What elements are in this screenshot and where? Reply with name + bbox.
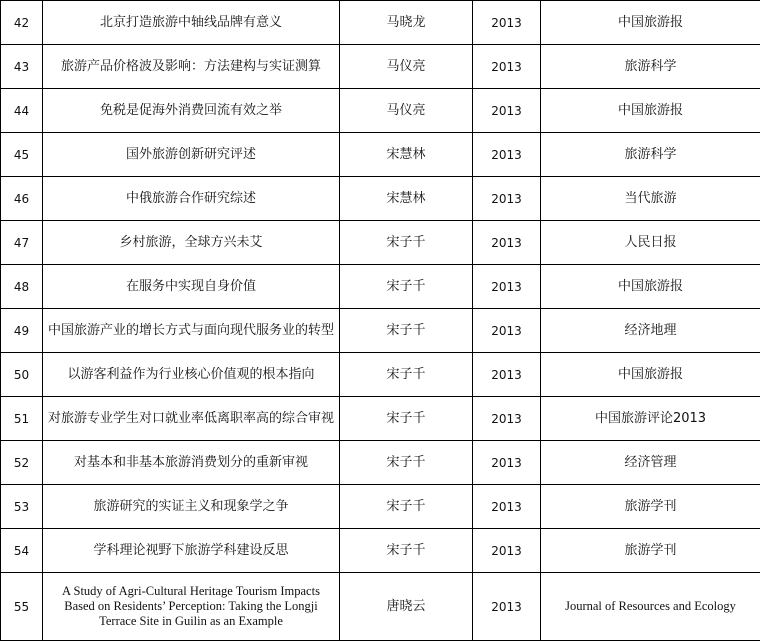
row-number: 51 <box>1 397 43 441</box>
table-row <box>1 89 760 133</box>
table-row <box>1 221 760 265</box>
row-number: 49 <box>1 309 43 353</box>
publication-source: 经济管理 <box>541 441 760 485</box>
publication-source: 旅游学刊 <box>541 485 760 529</box>
paper-title: 中俄旅游合作研究综述 <box>43 177 340 221</box>
table-row <box>1 441 760 485</box>
author-name: 马晓龙 <box>340 1 473 45</box>
publication-year: 2013 <box>473 485 541 529</box>
publication-source: 当代旅游 <box>541 177 760 221</box>
publication-year: 2013 <box>473 221 541 265</box>
publication-source: 中国旅游报 <box>541 353 760 397</box>
publication-source: 经济地理 <box>541 309 760 353</box>
publication-source: 中国旅游报 <box>541 89 760 133</box>
author-name: 宋子千 <box>340 265 473 309</box>
paper-title: 北京打造旅游中轴线品牌有意义 <box>43 1 340 45</box>
author-name: 马仪亮 <box>340 45 473 89</box>
publication-source: 旅游科学 <box>541 45 760 89</box>
table-row <box>1 353 760 397</box>
paper-title: 对旅游专业学生对口就业率低离职率高的综合审视 <box>43 397 340 441</box>
author-name: 宋子千 <box>340 441 473 485</box>
table-row <box>1 133 760 177</box>
table-row <box>1 573 760 641</box>
paper-title: 乡村旅游，全球方兴未艾 <box>43 221 340 265</box>
publication-year: 2013 <box>473 89 541 133</box>
row-number: 53 <box>1 485 43 529</box>
author-name: 宋子千 <box>340 529 473 573</box>
publication-source: 旅游科学 <box>541 133 760 177</box>
table-row <box>1 529 760 573</box>
paper-title: 免税是促海外消费回流有效之举 <box>43 89 340 133</box>
row-number: 55 <box>1 573 43 641</box>
author-name: 宋子千 <box>340 397 473 441</box>
publication-year: 2013 <box>473 133 541 177</box>
row-number: 50 <box>1 353 43 397</box>
paper-title: 以游客利益作为行业核心价值观的根本指向 <box>43 353 340 397</box>
paper-title: 旅游研究的实证主义和现象学之争 <box>43 485 340 529</box>
table-row <box>1 397 760 441</box>
table-row <box>1 485 760 529</box>
paper-title: 对基本和非基本旅游消费划分的重新审视 <box>43 441 340 485</box>
table-row <box>1 309 760 353</box>
publication-year: 2013 <box>473 309 541 353</box>
row-number: 52 <box>1 441 43 485</box>
row-number: 45 <box>1 133 43 177</box>
publication-year: 2013 <box>473 1 541 45</box>
row-number: 44 <box>1 89 43 133</box>
publication-year: 2013 <box>473 573 541 641</box>
publication-year: 2013 <box>473 397 541 441</box>
author-name: 宋子千 <box>340 353 473 397</box>
author-name: 马仪亮 <box>340 89 473 133</box>
author-name: 宋子千 <box>340 485 473 529</box>
author-name: 宋子千 <box>340 221 473 265</box>
publication-source: 中国旅游报 <box>541 1 760 45</box>
publication-source: Journal of Resources and Ecology <box>541 573 760 641</box>
publication-source: 中国旅游评论2013 <box>541 397 760 441</box>
table-row <box>1 1 760 45</box>
publication-year: 2013 <box>473 45 541 89</box>
paper-title: 在服务中实现自身价值 <box>43 265 340 309</box>
table-row <box>1 45 760 89</box>
paper-title: 旅游产品价格波及影响：方法建构与实证测算 <box>43 45 340 89</box>
publication-year: 2013 <box>473 265 541 309</box>
paper-title: A Study of Agri-Cultural Heritage Tourism Impacts Based on Residents’ Perception: Taking the Longji Terrace Site in Guilin as an Example <box>43 573 340 641</box>
paper-title: 中国旅游产业的增长方式与面向现代服务业的转型 <box>43 309 340 353</box>
row-number: 46 <box>1 177 43 221</box>
publication-source: 旅游学刊 <box>541 529 760 573</box>
author-name: 宋慧林 <box>340 133 473 177</box>
publication-year: 2013 <box>473 353 541 397</box>
publication-source: 人民日报 <box>541 221 760 265</box>
paper-title: 学科理论视野下旅游学科建设反思 <box>43 529 340 573</box>
row-number: 47 <box>1 221 43 265</box>
author-name: 唐晓云 <box>340 573 473 641</box>
row-number: 48 <box>1 265 43 309</box>
row-number: 43 <box>1 45 43 89</box>
paper-title: 国外旅游创新研究评述 <box>43 133 340 177</box>
table-row <box>1 265 760 309</box>
publication-source: 中国旅游报 <box>541 265 760 309</box>
author-name: 宋子千 <box>340 309 473 353</box>
table-row <box>1 177 760 221</box>
publication-year: 2013 <box>473 177 541 221</box>
publication-year: 2013 <box>473 441 541 485</box>
row-number: 54 <box>1 529 43 573</box>
publication-year: 2013 <box>473 529 541 573</box>
author-name: 宋慧林 <box>340 177 473 221</box>
row-number: 42 <box>1 1 43 45</box>
